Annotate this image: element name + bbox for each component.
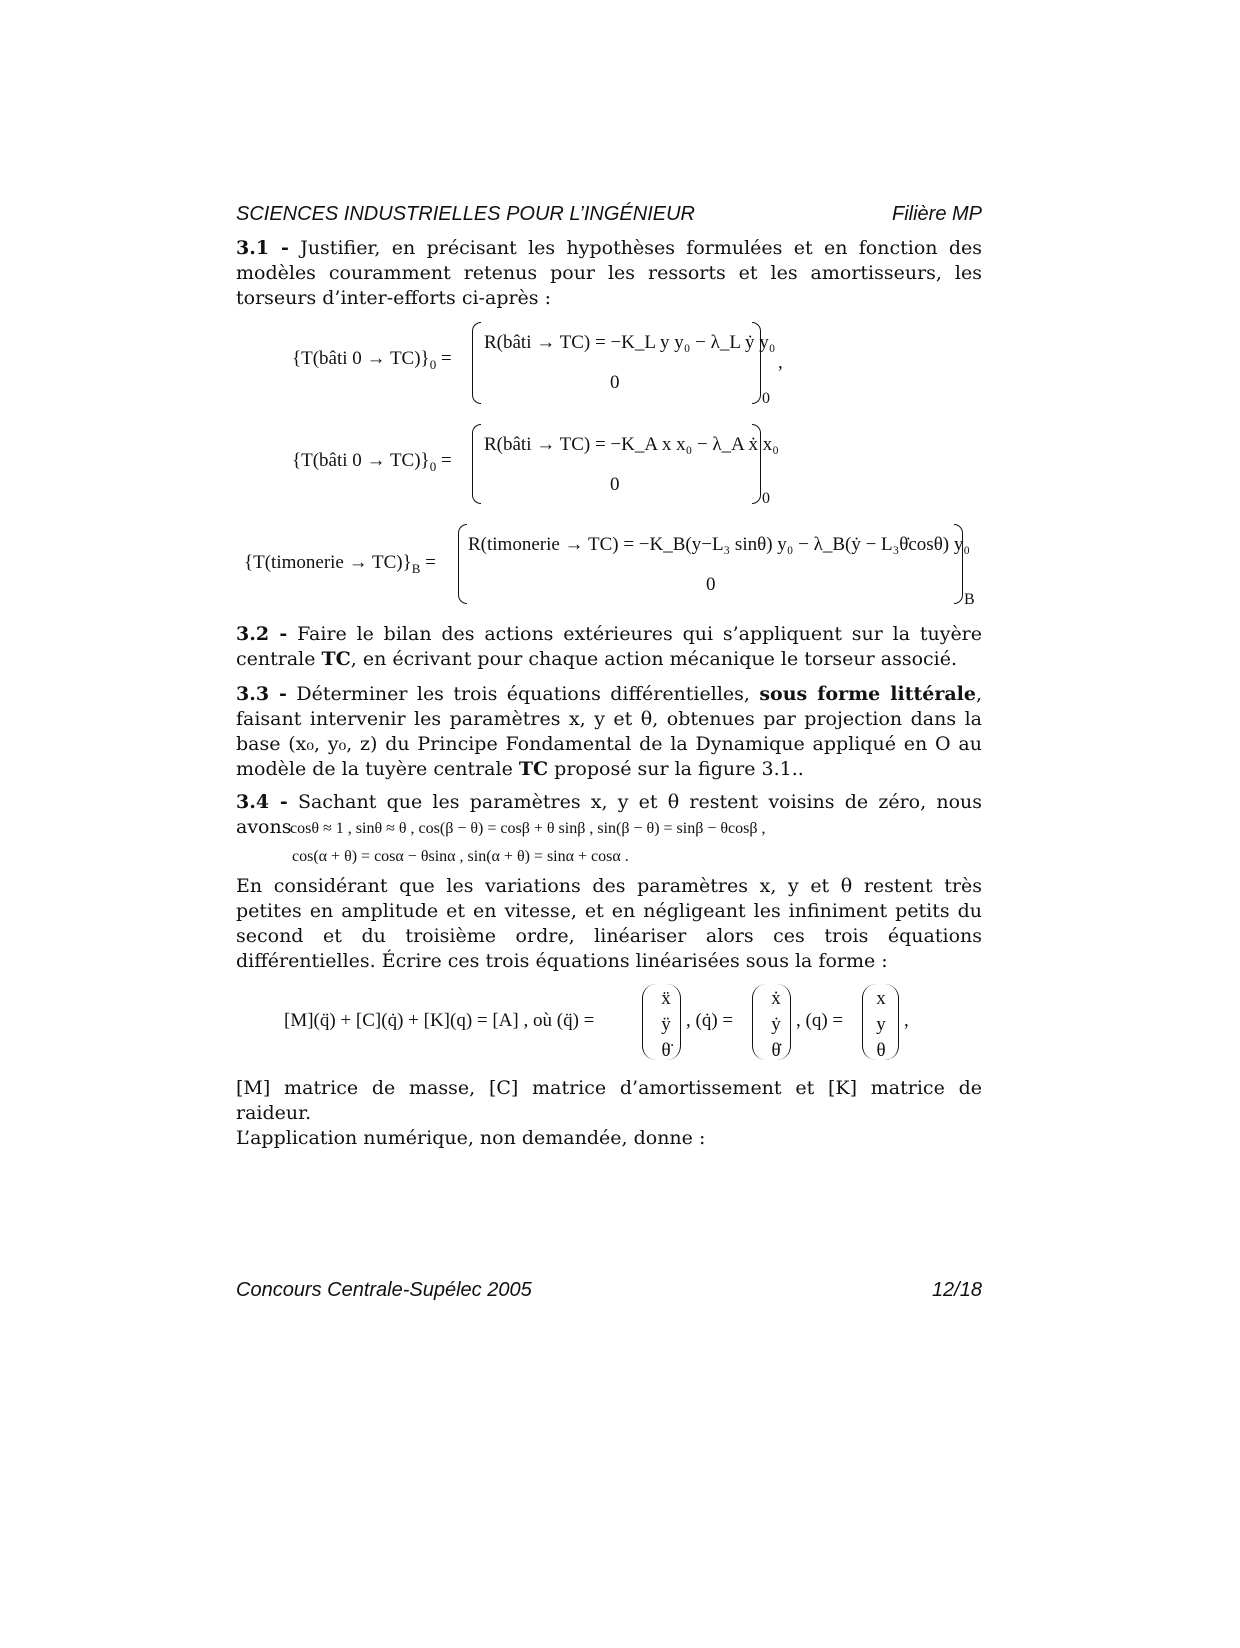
approximations-line-1: cosθ ≈ 1 , sinθ ≈ θ , cos(β − θ) = cosβ + θ sinβ , sin(β − θ) = sinβ − θcosβ , xyxy=(290,820,766,837)
sep-q: , (q) = xyxy=(796,1010,844,1031)
vector-q-right-paren xyxy=(884,984,899,1060)
vector-qd-right-paren xyxy=(776,984,791,1060)
vector-qdd-right-paren xyxy=(666,984,681,1060)
linearization-paragraph: En considérant que les variations des paramètres x, y et θ restent très petites en amplitude et en vitesse, et en négligeant les infiniment petits du second et du troisième ordre, linéariser alors ces trois équations différentielles. Écrire ces trois équations linéarisées sous la forme : xyxy=(236,875,982,972)
eq2-resultant: R(bâti → TC) = −K_A x x₀ − λ_A ẋ x₀ xyxy=(484,434,779,455)
eq2-moment: 0 xyxy=(610,474,620,495)
question-3-4: 3.4 - Sachant que les paramètres x, y et θ restent voisins de zéro, nous avons xyxy=(236,791,983,838)
vector-qdd-left-paren xyxy=(642,984,657,1060)
page-header xyxy=(236,203,982,226)
footer-page-number: 12/18 xyxy=(931,1279,982,1301)
eq1-comma: , xyxy=(778,352,783,373)
question-text: Justifier, en précisant les hypothèses formulées et en fonction des modèles couramment retenus pour les ressorts et les amortisseurs, les torseurs d’inter-efforts ci-après : xyxy=(236,237,982,309)
question-3-3: 3.3 - Déterminer les trois équations différentielles, sous forme littérale, faisant intervenir les paramètres x, y et θ, obtenues par projection dans la base (x₀, y₀, z) du Principe Fondamental de la Dynamique appliqué en O au modèle de la tuyère centrale TC proposé sur la figure 3.1.. xyxy=(236,683,983,780)
eq3-point: B xyxy=(964,591,975,608)
eq2-left-brace xyxy=(472,424,481,504)
vector-qdd: ẍ ÿ θ̈ xyxy=(661,988,671,1061)
eq3-moment: 0 xyxy=(706,574,716,595)
question-3-1 xyxy=(236,236,982,311)
eq2-point: 0 xyxy=(762,490,770,507)
question-number: 3.4 - xyxy=(236,791,288,813)
sep-qd: , (q̇) = xyxy=(686,1010,734,1031)
eq3-right-brace xyxy=(954,524,963,604)
question-3-2: 3.2 - Faire le bilan des actions extérieures qui s’appliquent sur la tuyère centrale TC, en écrivant pour chaque action mécanique le torseur associé. xyxy=(236,623,983,670)
eq3-left-brace xyxy=(458,524,467,604)
eq1-lhs: {T(bâti $0 \to TC)\}_0$ = xyxy=(292,348,452,372)
vector-qd: ẋ ẏ θ̇ xyxy=(771,988,781,1061)
approximations-line-2: cos(α + θ) = cosα − θsinα , sin(α + θ) = sinα + cosα . xyxy=(292,848,629,865)
eq1-right-brace xyxy=(752,322,761,404)
eq3-resultant: R(timonerie → TC) = −K_B(y−L₃ sinθ) y₀ − λ_B(ẏ − L₃θ̇cosθ) y₀ xyxy=(468,534,970,555)
eq1-point: 0 xyxy=(762,390,770,407)
header-title: SCIENCES INDUSTRIELLES POUR L’INGÉNIEUR xyxy=(236,203,695,225)
header-filiere: Filière MP xyxy=(891,203,982,225)
eq1-resultant: R(bâti → TC) = −K_L y y₀ − λ_L ẏ y₀ xyxy=(484,332,776,353)
eq1-left-brace xyxy=(472,322,481,404)
vector-q: x y θ xyxy=(876,988,886,1061)
question-number: 3.2 - xyxy=(236,623,288,645)
page-footer xyxy=(236,1279,982,1302)
question-number: 3.3 - xyxy=(236,683,287,705)
matrix-equation-lhs: [M](q̈) + [C](q̇) + [K](q) = [A] , où (q̈) = xyxy=(284,1010,595,1031)
eq3-lhs: {T(timonerie → $TC)\}_B$ = xyxy=(244,552,436,576)
footer-contest: Concours Centrale-Supélec 2005 xyxy=(236,1279,532,1301)
eq2-right-brace xyxy=(752,424,761,504)
eq2-lhs: {T(bâti $0 \to TC)\}_0$ = xyxy=(292,450,452,474)
eq1-moment: 0 xyxy=(610,372,620,393)
question-number: 3.1 - xyxy=(236,237,289,259)
matrix-equation-end: , xyxy=(904,1010,909,1031)
closing-paragraph: [M] matrice de masse, [C] matrice d’amortissement et [K] matrice de raideur. L’application numérique, non demandée, donne : xyxy=(236,1077,982,1149)
vector-qd-left-paren xyxy=(752,984,767,1060)
